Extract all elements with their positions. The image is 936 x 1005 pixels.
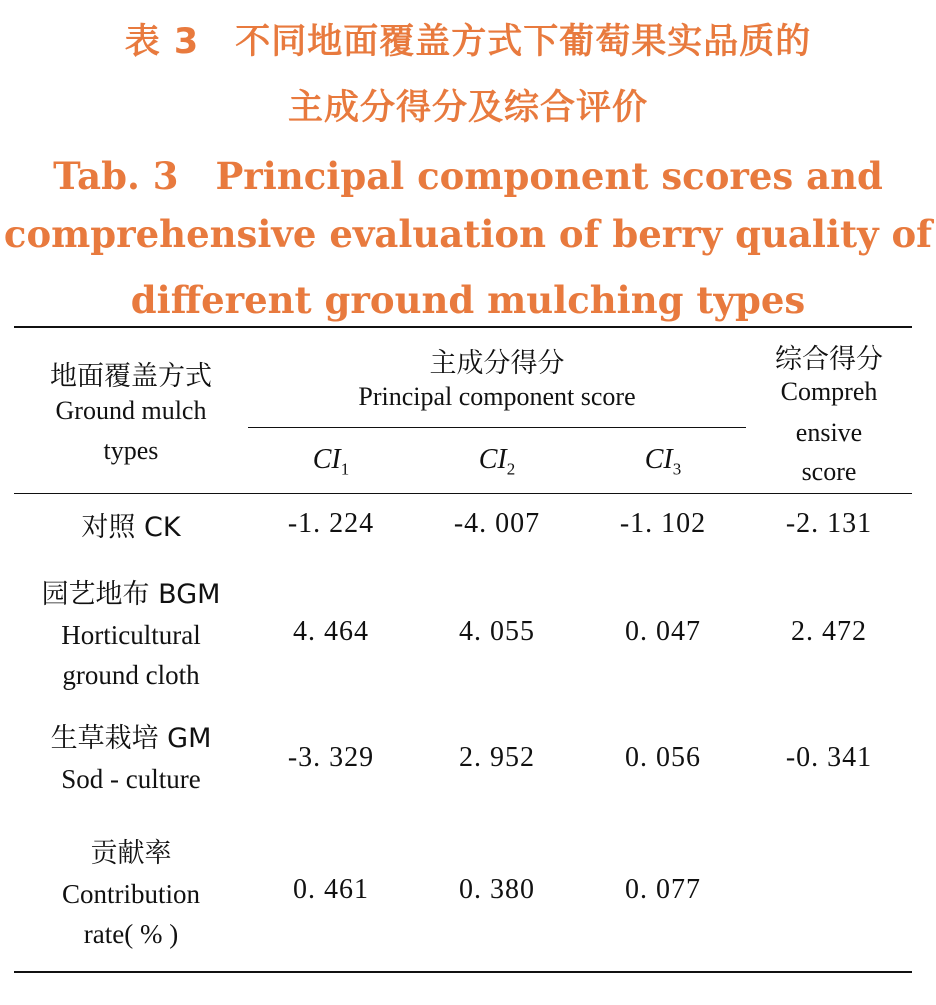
group-header-rule: [248, 427, 746, 428]
table-cell: 0. 077: [625, 874, 701, 905]
header-ci2: $CI_2$: [478, 444, 516, 479]
table-cell: 4. 464: [293, 616, 369, 647]
table-cell: -0. 341: [785, 742, 873, 773]
table-cell: -4. 007: [453, 508, 541, 539]
header-mulch-type-en-2: types: [103, 436, 159, 465]
row-label-line: Horticultural: [61, 620, 201, 650]
header-mulch-type-en-1: Ground mulch: [55, 396, 207, 425]
header-comprehensive-en-2: ensive: [795, 418, 863, 447]
row-label-line: ground cloth: [62, 660, 200, 690]
row-label-line: 贡献率: [90, 838, 172, 869]
table-cell: 0. 380: [459, 874, 535, 905]
table-cell: 2. 952: [459, 742, 535, 773]
table-cell: -1. 224: [287, 508, 375, 539]
table-cell: 0. 461: [293, 874, 369, 905]
caption-cn-line2: 主成分得分及综合评价: [287, 88, 648, 128]
row-label-line: 园艺地布 BGM: [41, 579, 221, 610]
caption-cn-line1: 表 3 不同地面覆盖方式下葡萄果实品质的: [124, 22, 812, 62]
caption-en-line1: Tab. 3 Principal component scores and: [53, 154, 883, 198]
caption-en-line2: comprehensive evaluation of berry quality of: [3, 212, 933, 256]
table-cell: -1. 102: [619, 508, 707, 539]
caption-en-line3: different ground mulching types: [130, 278, 806, 322]
row-label-line: Contribution: [61, 879, 200, 909]
table-cell: 2. 472: [791, 616, 867, 647]
row-label-line: rate( % ): [83, 919, 179, 949]
table-bottom-rule: [14, 971, 912, 973]
table-cell: -2. 131: [785, 508, 873, 539]
header-comprehensive-en-3: score: [801, 457, 857, 486]
table-cell: -3. 329: [287, 742, 375, 773]
table-cell: 0. 047: [625, 616, 701, 647]
header-comprehensive-en-1: Compreh: [780, 377, 878, 406]
table-cell: 4. 055: [459, 616, 535, 647]
row-label-bgm: [14, 575, 248, 695]
header-comprehensive-cn: 综合得分: [775, 344, 883, 375]
header-ci3: $CI_3$: [644, 444, 682, 479]
table-top-rule: [14, 326, 912, 328]
row-label-line: Sod - culture: [61, 764, 201, 794]
header-ci1: $CI_1$: [312, 444, 350, 479]
table-cell: 0. 056: [625, 742, 701, 773]
header-bottom-rule: [14, 493, 912, 494]
header-mulch-type-cn: 地面覆盖方式: [50, 361, 212, 392]
row-label-ck: 对照 CK: [81, 512, 181, 543]
row-label-contribution: [14, 834, 248, 954]
header-pc-score-en: Principal component score: [358, 382, 636, 411]
header-pc-score-cn: 主成分得分: [429, 348, 565, 379]
row-label-gm: [14, 719, 248, 799]
row-label-line: 生草栽培 GM: [50, 723, 212, 754]
